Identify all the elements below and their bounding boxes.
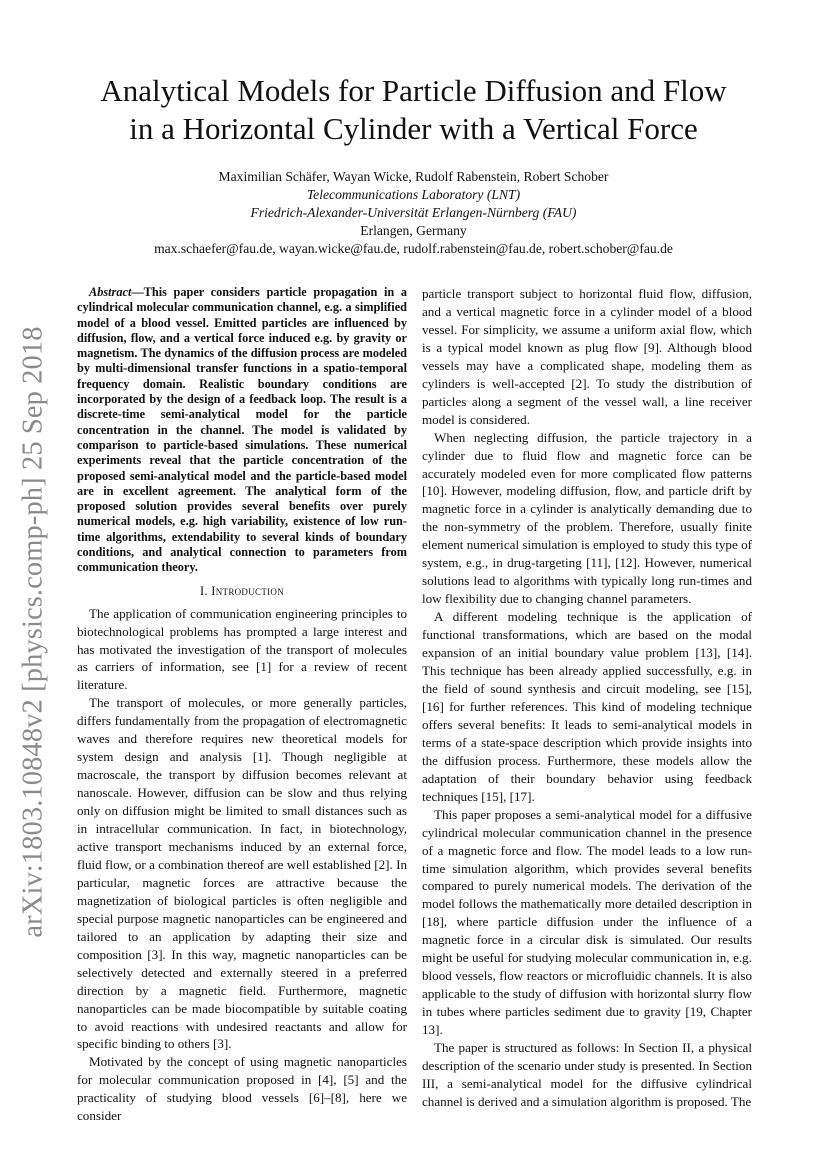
paper-title [40, 72, 787, 148]
right-paragraph-1: particle transport subject to horizontal fluid flow, diffusion, and a vertical magnetic force in a cylinder model of a blood vessel. For simplicity, we assume a uniform axial flow, which is a typical model known as plug flow [9]. Although blood vessels may have a complicated shape, modeling them as cylinders is well-accepted [2]. To study the distribution of particles along a segment of the vessel wall, a line receiver model is considered. [422, 286, 752, 427]
intro-paragraph-2: The transport of molecules, or more generally particles, differs fundamentally from the propagation of electromagnetic waves and therefore requires new theoretical models for system design and analysis [1]. Though negligible at macroscale, the transport by diffusion becomes relevant at nanoscale. However, diffusion can be slow and thus relying only on diffusion might be limited to small distances such as in intracellular communication. In fact, in biotechnology, active transport mechanisms induced by an external force, fluid flow, or a combination thereof are well established [2]. In particular, magnetic forces are attractive because the magnetization of biological particles is often negligible and special purpose magnetic nanoparticles can be engineered and tailored to an application by adapting their size and composition [3]. In this way, magnetic nanoparticles can be selectively detected and externally steered in a preferred direction by a magnetic field. Furthermore, magnetic nanoparticles can be made biocompatible by suitable coating to avoid reactions with undesired reactants and allow for specific binding to others [3]. [77, 695, 407, 1052]
author-lab: Telecommunications Laboratory (LNT) [306, 187, 521, 202]
right-paragraph-5: The paper is structured as follows: In Section II, a physical description of the scenario under study is presented. In Section III, a semi-analytical model for the diffusive cylindrical channel is derived and a simulation algorithm is proposed. The [422, 1040, 752, 1109]
paper-title-line-2: in a Horizontal Cylinder with a Vertical Force [129, 111, 698, 146]
right-paragraph-3: A different modeling technique is the application of functional transformations, which are based on the modal expansion of an initial boundary value problem [13], [14]. This technique has been already applied successfully, e.g. in the field of sound synthesis and circuit modeling, see [15], [16] for further references. This kind of modeling technique offers several benefits: It leads to semi-analytical models in terms of a state-space description which provide insights into the diffusion process. Furthermore, these models allow the adaptation of their boundary behavior using feedback techniques [15], [17]. [422, 609, 752, 804]
abstract-label: Abstract [89, 285, 132, 299]
author-location: Erlangen, Germany [360, 223, 467, 238]
right-paragraph-2: When neglecting diffusion, the particle trajectory in a cylinder due to fluid flow and magnetic force can be accurately modeled even for more complicated flow patterns [10]. However, modeling diffusion, flow, and particle drift by magnetic force in a cylinder is analytically demanding due to the non-symmetry of the problem. Therefore, usually finite element numerical simulation is employed to study this type of system, e.g., in drug-targeting [11], [12]. However, numerical solutions lead to algorithms with typically long run-times and low flexibility due to changing channel parameters. [422, 429, 752, 607]
right-paragraph-4: This paper proposes a semi-analytical model for a diffusive cylindrical molecular communication channel in the presence of a magnetic force and flow. The model leads to a low run-time simulation algorithm, which provides several benefits compared to purely numerical models. The derivation of the model follows the mathematically more detailed description in [18], where particle diffusion under the influence of a magnetic force in a circular disk is simulated. Our results might be useful for studying molecular communication in, e.g. blood vessels, flow reactors or microfluidic channels. It is also applicable to the study of diffusion with horizontal slurry flow in tubes where particles sediment due to gravity [19, Chapter 13]. [422, 806, 752, 1038]
author-emails: max.schaefer@fau.de, wayan.wicke@fau.de, rudolf.rabenstein@fau.de, robert.schober@fau.de [154, 241, 673, 256]
intro-paragraph-1: The application of communication engineering principles to biotechnological problems has prompted a large interest and has motivated the investigation of the transport of molecules as carriers of information, see [1] for a review of recent literature. [77, 605, 407, 693]
intro-paragraph-3: Motivated by the concept of using magnetic nanoparticles for molecular communication proposed in [4], [5] and the practicality of studying blood vessels [6]–[8], here we consider [77, 1054, 407, 1124]
right-column [422, 285, 752, 1111]
paper-title-line-1: Analytical Models for Particle Diffusion and Flow [100, 73, 727, 108]
author-university: Friedrich-Alexander-Universität Erlangen-Nürnberg (FAU) [250, 205, 577, 220]
arxiv-sidebar-stamp [14, 310, 54, 954]
author-names: Maximilian Schäfer, Wayan Wicke, Rudolf Rabenstein, Robert Schober [218, 169, 609, 184]
abstract [77, 285, 407, 576]
abstract-text: —This paper considers particle propagation in a cylindrical molecular communication channel, e.g. a simplified model of a blood vessel. Emitted particles are influenced by diffusion, flow, and a vertical force induced e.g. by gravity or magnetism. The dynamics of the diffusion process are modeled by multi-dimensional transfer functions in a spatio-temporal frequency domain. Realistic boundary conditions are incorporated by the design of a feedback loop. The result is a discrete-time semi-analytical model for the particle concentration in the channel. The model is validated by comparison to particle-based simulations. These numerical experiments reveal that the particle concentration of the proposed semi-analytical model and the particle-based model are in excellent agreement. The analytical form of the proposed solution provides several benefits over purely numerical models, e.g. high variability, existence of low run-time algorithms, extendability to several kinds of boundary conditions, and analytical connection to parameters from communication theory. [77, 285, 407, 575]
section-heading-introduction: I. Introduction [199, 583, 285, 598]
left-column [77, 285, 407, 1125]
arxiv-identifier: arXiv:1803.10848v2 [physics.comp-ph] 25 Sep 2018 [18, 326, 49, 938]
author-block [40, 168, 787, 258]
